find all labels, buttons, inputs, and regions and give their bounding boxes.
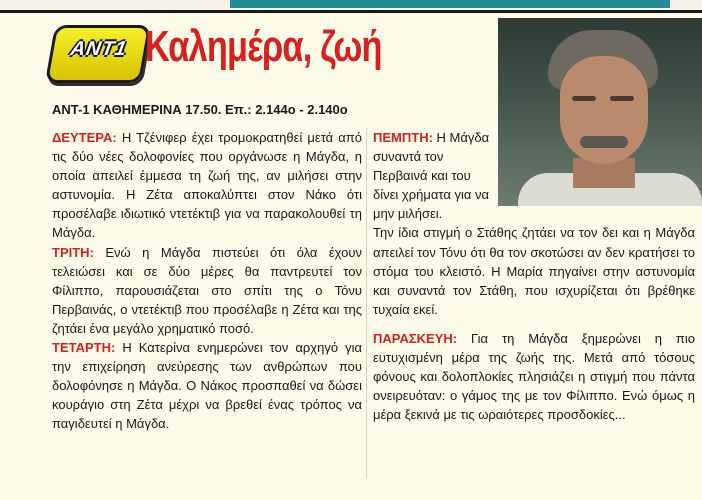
left-column [52,128,362,434]
right-column [373,128,695,424]
entry-wednesday [52,338,362,433]
top-color-band [230,0,670,8]
top-bar [0,0,702,14]
entry-text-monday: Η Τζένιφερ έχει τρομοκρατηθεί μετά από τις δύο νέες δολοφονίες που οργάνωσε η Μάγδα, η οποία απειλεί έμμεσα τη ζωή της, αν μιλήσει στην αστυνομία. Η Ζέτα αποκαλύπτει στον Νάκο ότι προσέλαβε ιδιωτικό ντετέκτιβ για να παρακολουθεί τη Μάγδα. [52,130,362,241]
show-title: Καλημέρα, ζωή [145,22,382,71]
ant1-logo [45,25,151,83]
schedule-line: ΑΝΤ-1 ΚΑΘΗΜΕΡΙΝΑ 17.50. Επ.: 2.144ο - 2.140ο [52,102,348,117]
day-label-monday: ΔΕΥΤΕΡΑ: [52,130,117,145]
day-label-thursday: ΠΕΜΠΤΗ: [373,130,433,145]
top-rule [0,10,702,13]
entry-text-wednesday: Η Κατερίνα ενημερώνει τον αρχηγό για την επιχείρηση ανεύρεσης των ανθρώπων που δολοφόνησε η Μάγδα. Ο Νάκος προσπαθεί να δώσει κουράγιο στη Ζέτα μέχρι να βρεθεί ένας τρόπος να παγιδευτεί η Μάγδα. [52,340,362,432]
entry-text-thursday-top: Η Μάγδα συναντά τον Περβαινά και του δίνει χρήματα για να μην μιλήσει. [373,130,490,222]
logo-text: ANT1 [68,38,129,60]
day-label-friday: ΠΑΡΑΣΚΕΥΗ: [373,330,458,346]
entry-thursday-top [373,128,493,223]
entry-text-friday: Για τη Μάγδα ξημερώνει η πιο ευτυχισμένη μέρα της ζωής της. Μετά από τόσους φόνους και δολοπλοκίες πλησιάζει η στιγμή που πάντα ονειρευόταν: ο γάμος της με τον Φίλιππο. Ενώ όμως η μέρα ξεκινά με τις ωραιότερες προσδοκίες... [373,330,695,423]
entry-thursday-bottom: Την ίδια στιγμή ο Στάθης ζητάει να τον δει και η Μάγδα απειλεί τον Τόνυ ότι θα τον σκοτώσει αν δεν κρατήσει το στόμα του κλειστό. Η Μαρία πηγαίνει στην αστυνομία και συναντά τον Στάθη, που ισχυρίζεται ότι βρέθηκε τυχαία εκεί. [373,225,695,317]
entry-friday [373,329,695,424]
entry-monday [52,128,362,243]
day-label-wednesday: ΤΕΤΑΡΤΗ: [52,340,116,356]
entry-text-tuesday: Ενώ η Μάγδα πιστεύει ότι όλα έχουν τελειώσει και σε δύο μέρες θα παντρευτεί τον Φίλιππο, παρουσιάζεται στο σπίτι της ο Τόνυ Περβαινάς, ο ντετέκτιβ που προσέλαβε η Ζέτα και της ζητάει ένα μεγάλο χρηματικό ποσό. [52,244,362,336]
column-divider [366,128,367,478]
entry-tuesday [52,243,362,338]
day-label-tuesday: ΤΡΙΤΗ: [52,244,94,260]
